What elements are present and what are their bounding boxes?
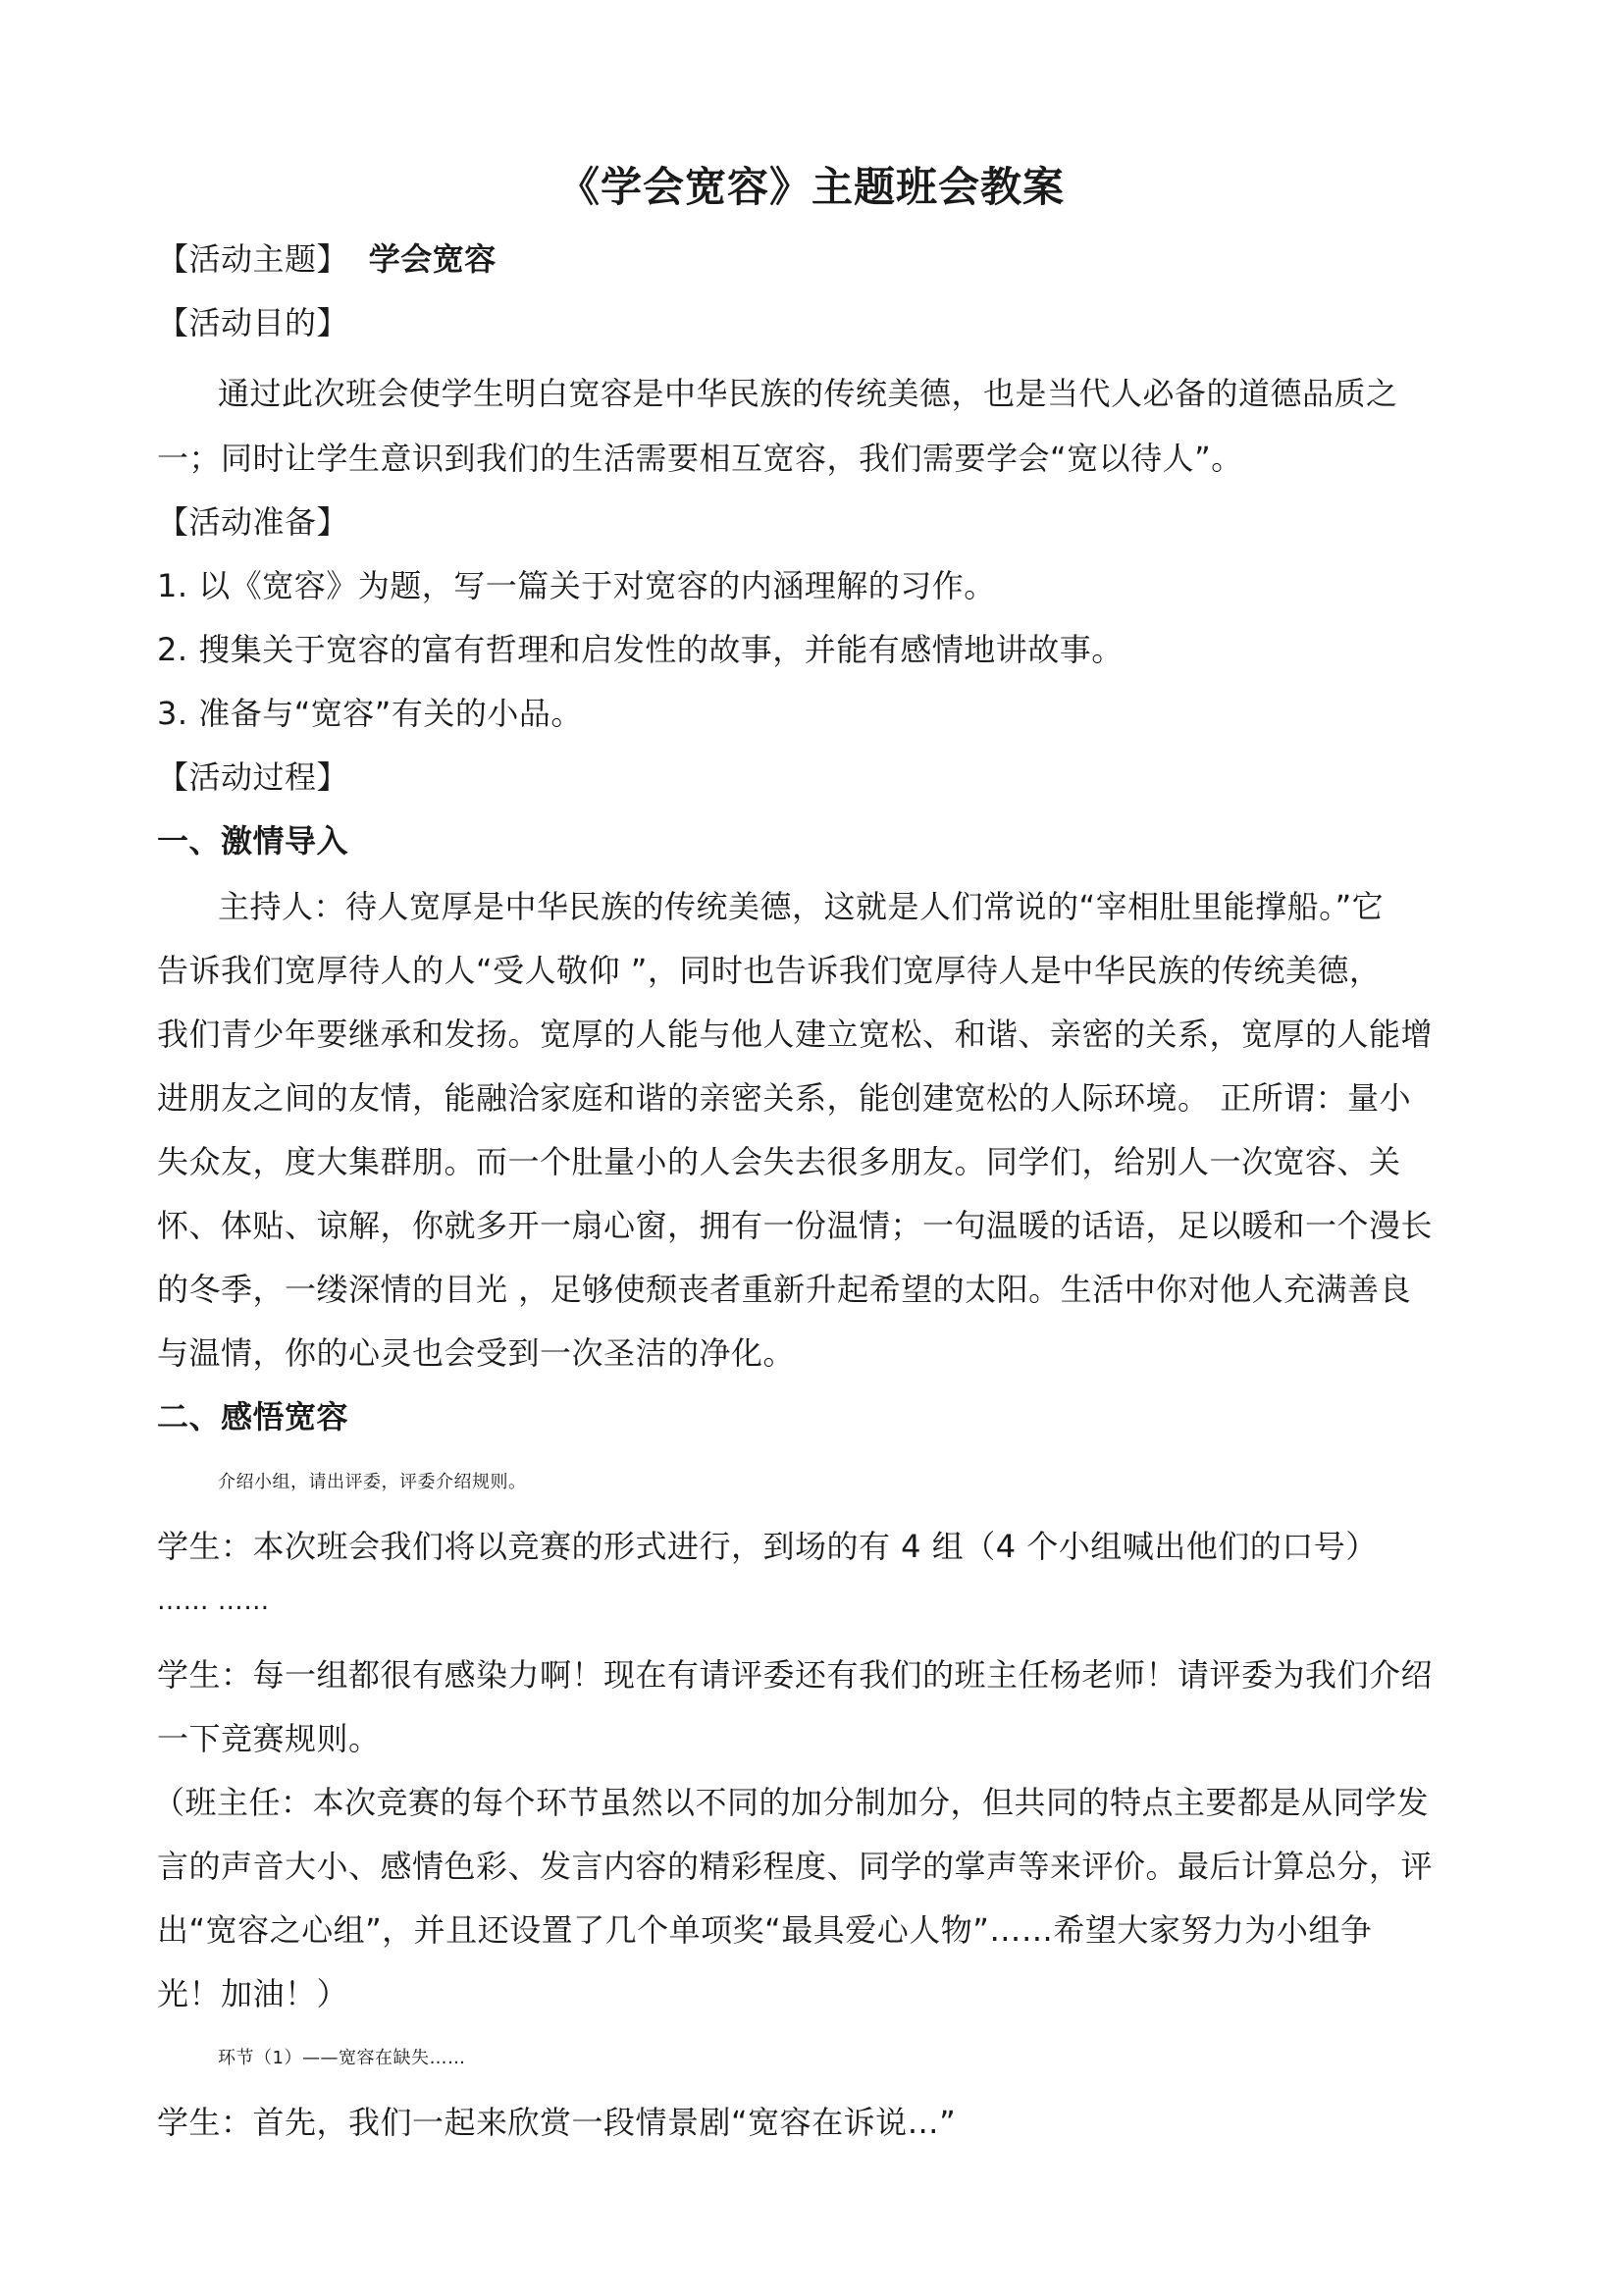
host-line-4: 进朋友之间的友情，能融洽家庭和谐的亲密关系，能创建宽松的人际环境。 正所谓：量小 [157, 1079, 1412, 1117]
document-title: 《学会宽容》主题班会教案 [557, 163, 1065, 211]
prep-item-3: 3. 准备与“宽容”有关的小品。 [157, 695, 583, 732]
prep-item-2: 2. 搜集关于宽容的富有哲理和启发性的故事，并能有感情地讲故事。 [157, 631, 1124, 668]
ellipsis-line: …… …… [157, 1587, 270, 1616]
section-heading-perceive: 二、感悟宽容 [157, 1398, 349, 1435]
prep-item-1: 1. 以《宽容》为题，写一篇关于对宽容的内涵理解的习作。 [157, 567, 996, 604]
teacher-line-4: 光！加油！） [157, 1975, 349, 2012]
teacher-line-1: （班主任：本次竞赛的每个环节虽然以不同的加分制加分，但共同的特点主要都是从同学发 [153, 1784, 1430, 1821]
theme-value: 学会宽容 [368, 240, 497, 278]
intro-line: 介绍小组，请出评委，评委介绍规则。 [218, 1472, 527, 1492]
teacher-line-2: 言的声音大小、感情色彩、发言内容的精彩程度、同学的掌声等来评价。最后计算总分，评 [157, 1848, 1434, 1885]
host-line-3: 我们青少年要继承和发扬。宽厚的人能与他人建立宽松、和谐、亲密的关系，宽厚的人能增 [157, 1016, 1434, 1053]
host-line-7: 的冬季，一缕深情的目光 ，足够使颓丧者重新升起希望的太阳。生活中你对他人充满善良 [157, 1271, 1412, 1308]
student-line-2a: 学生：每一组都很有感染力啊！现在有请评委还有我们的班主任杨老师！请评委为我们介绍 [157, 1656, 1434, 1694]
section-heading-intro: 一、激情导入 [157, 822, 349, 860]
student-line-1: 学生：本次班会我们将以竞赛的形式进行，到场的有 4 组（4 个小组喊出他们的口号） [157, 1528, 1378, 1565]
purpose-text-line-1: 通过此次班会使学生明白宽容是中华民族的传统美德，也是当代人必备的道德品质之 [218, 375, 1398, 412]
theme-label: 【活动主题】 [157, 240, 349, 278]
purpose-label: 【活动目的】 [157, 304, 349, 341]
host-line-1: 主持人：待人宽厚是中华民族的传统美德，这就是人们常说的“宰相肚里能撑船。”它 [218, 888, 1385, 925]
student-line-2b: 一下竞赛规则。 [157, 1720, 381, 1757]
teacher-line-3: 出“宽容之心组”，并且还设置了几个单项奖“最具爱心人物”……希望大家努力为小组争 [157, 1911, 1373, 1949]
host-line-5: 失众友，度大集群朋。而一个肚量小的人会失去很多朋友。同学们，给别人一次宽容、关 [157, 1143, 1401, 1180]
process-label: 【活动过程】 [157, 758, 349, 796]
theme-row [157, 239, 1472, 279]
prep-label: 【活动准备】 [157, 503, 349, 541]
student-line-3: 学生：首先，我们一起来欣赏一段情景剧“宽容在诉说…” [157, 2104, 957, 2141]
host-line-8: 与温情，你的心灵也会受到一次圣洁的净化。 [157, 1334, 796, 1372]
host-line-6: 怀、体贴、谅解，你就多开一扇心窗，拥有一份温情；一句温暖的话语，足以暖和一个漫长 [157, 1207, 1434, 1244]
host-line-2: 告诉我们宽厚待人的人“受人敬仰 ”，同时也告诉我们宽厚待人是中华民族的传统美德， [157, 952, 1382, 989]
purpose-text-line-2: 一；同时让学生意识到我们的生活需要相互宽容，我们需要学会“宽以待人”。 [157, 440, 1243, 477]
stage-1-line: 环节（1）——宽容在缺失…… [218, 2048, 466, 2068]
